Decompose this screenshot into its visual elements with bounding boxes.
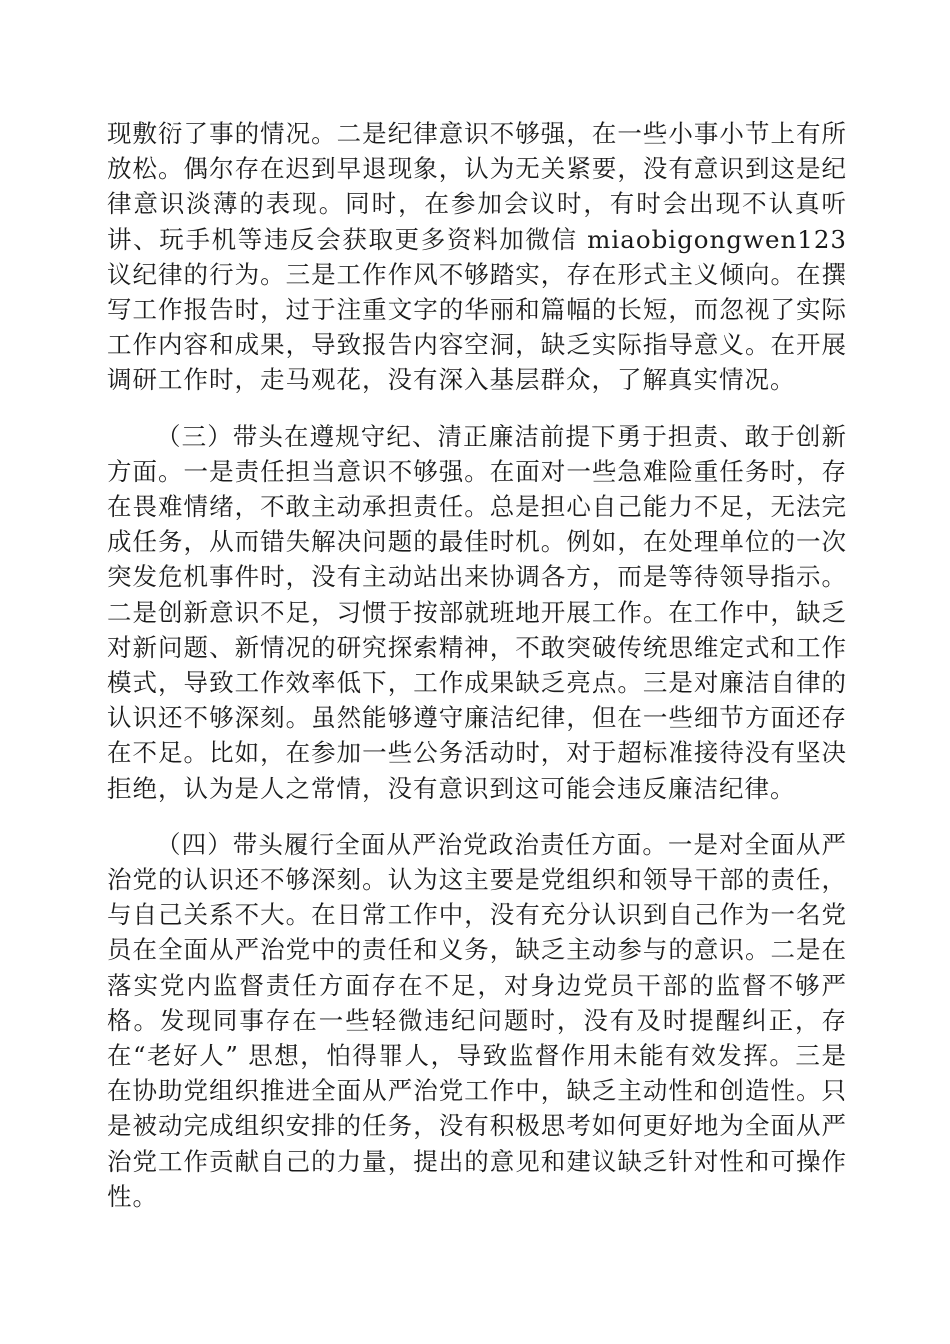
paragraph-section-three: （三）带头在遵规守纪、清正廉洁前提下勇于担责、敢于创新方面。一是责任担当意识不够强。在面对一些急难险重任务时，存在畏难情绪，不敢主动承担责任。总是担心自己能力不足，无法完成任务，从而错失解决问题的最佳时机。例如，在处理单位的一次突发危机事件时，没有主动站出来协调各方，而是等待领导指示。二是创新意识不足，习惯于按部就班地开展工作。在工作中，缺乏对新问题、新情况的研究探索精神，不敢突破传统思维定式和工作模式，导致工作效率低下，工作成果缺乏亮点。三是对廉洁自律的认识还不够深刻。虽然能够遵守廉洁纪律，但在一些细节方面还存在不足。比如，在参加一些公务活动时，对于超标准接待没有坚决拒绝，认为是人之常情，没有意识到这可能会违反廉洁纪律。 <box>107 421 847 803</box>
paragraph-section-four: （四）带头履行全面从严治党政治责任方面。一是对全面从严治党的认识还不够深刻。认为这主要是党组织和领导干部的责任，与自己关系不大。在日常工作中，没有充分认识到自己作为一名党员在全面从严治党中的责任和义务，缺乏主动参与的意识。二是在落实党内监督责任方面存在不足，对身边党员干部的监督不够严格。发现同事存在一些轻微违纪问题时，没有及时提醒纠正，存在“老好人” 思想，怕得罪人，导致监督作用未能有效发挥。三是在协助党组织推进全面从严治党工作中，缺乏主动性和创造性。只是被动完成组织安排的任务，没有积极思考如何更好地为全面从严治党工作贡献自己的力量，提出的意见和建议缺乏针对性和可操作性。 <box>107 829 847 1211</box>
paragraph-discipline-continuation: 现敷衍了事的情况。二是纪律意识不够强，在一些小事小节上有所放松。偶尔存在迟到早退现象，认为无关紧要，没有意识到这是纪律意识淡薄的表现。同时，在参加会议时，有时会出现不认真听讲、玩手机等违反会获取更多资料加微信 miaobigongwen123 议纪律的行为。三是工作作风不够踏实，存在形式主义倾向。在撰写工作报告时，过于注重文字的华丽和篇幅的长短，而忽视了实际工作内容和成果，导致报告内容空洞，缺乏实际指导意义。在开展调研工作时，走马观花，没有深入基层群众，了解真实情况。 <box>107 119 847 395</box>
document-body <box>107 116 847 1214</box>
